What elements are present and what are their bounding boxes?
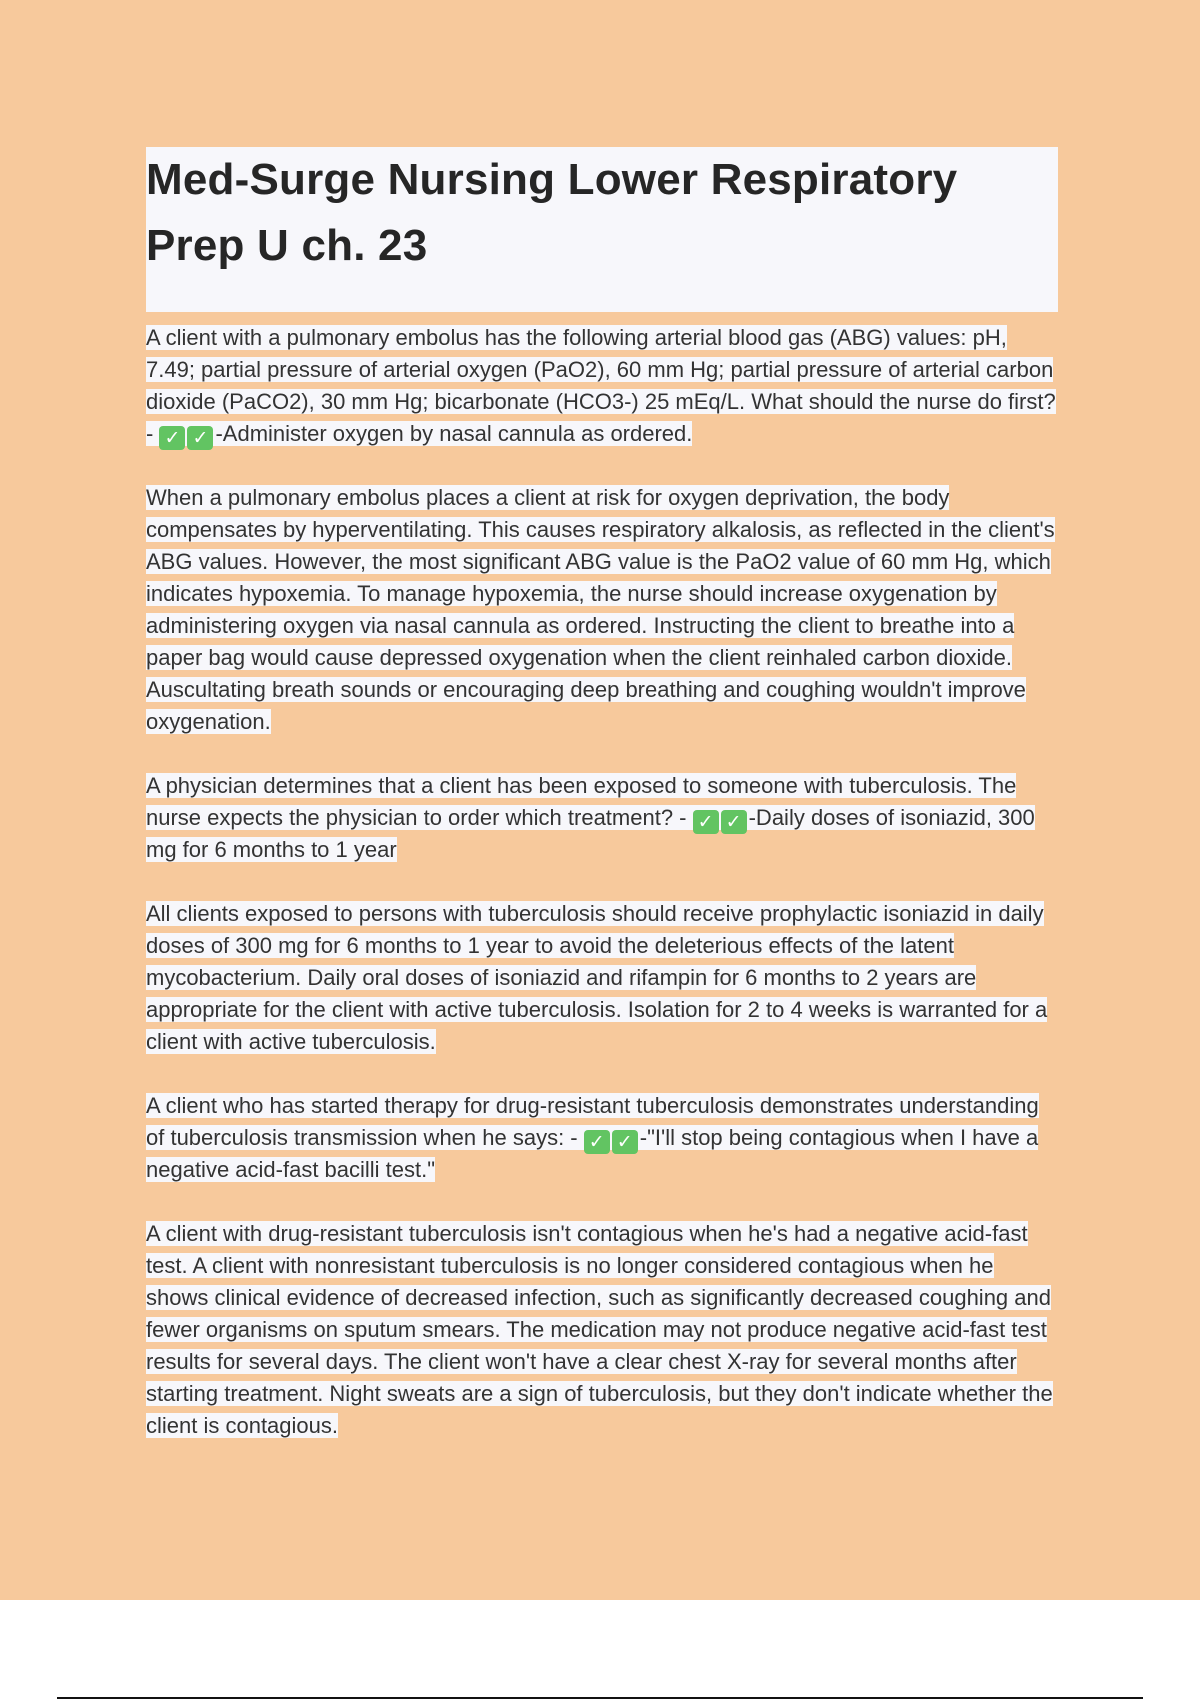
- title-block: [146, 147, 1058, 312]
- check-icon: ✓: [612, 1130, 638, 1154]
- explanation-1-text: When a pulmonary embolus places a client at risk for oxygen deprivation, the body compensates by hyperventilating. This causes respiratory alkalosis, as reflected in the client's ABG values. However, the most significant ABG value is the PaO2 value of 60 mm Hg, which indicates hypoxemia. To manage hypoxemia, the nurse should increase oxygenation by administering oxygen via nasal cannula as ordered. Instructing the client to breathe into a paper bag would cause depressed oxygenation when the client reinhaled carbon dioxide. Auscultating breath sounds or encouraging deep breathing and coughing wouldn't improve oxygenation.: [146, 485, 1055, 734]
- document-body: [146, 147, 1058, 1442]
- answer-3-text: -"I'll stop being contagious when I have a negative acid-fast bacilli test.": [146, 1125, 1039, 1182]
- check-icon: ✓: [584, 1130, 610, 1154]
- question-3-text: A client who has started therapy for drug-resistant tuberculosis demonstrates understanding of tuberculosis transmission when he says: -: [146, 1093, 1039, 1150]
- check-icon: ✓: [721, 810, 747, 834]
- question-3: [146, 1090, 1058, 1186]
- check-icon: ✓: [159, 426, 185, 450]
- question-1-text: A client with a pulmonary embolus has the following arterial blood gas (ABG) values: pH, 7.49; partial pressure of arterial oxygen (PaO2), 60 mm Hg; partial pressure of arterial carbon dioxide (PaCO2), 30 mm Hg; bicarbonate (HCO3-) 25 mEq/L. What should the nurse do first? -: [146, 325, 1056, 446]
- answer-1-text: -Administer oxygen by nasal cannula as ordered.: [215, 421, 693, 446]
- answer-2-text: -Daily doses of isoniazid, 300 mg for 6 months to 1 year: [146, 805, 1035, 862]
- explanation-2-text: All clients exposed to persons with tuberculosis should receive prophylactic isoniazid in daily doses of 300 mg for 6 months to 1 year to avoid the deleterious effects of the latent mycobacterium. Daily oral doses of isoniazid and rifampin for 6 months to 2 years are appropriate for the client with active tuberculosis. Isolation for 2 to 4 weeks is warranted for a client with active tuberculosis.: [146, 901, 1048, 1054]
- question-2: [146, 770, 1058, 866]
- check-icon: ✓: [693, 810, 719, 834]
- explanation-2: [146, 898, 1058, 1058]
- question-2-text: A physician determines that a client has been exposed to someone with tuberculosis. The nurse expects the physician to order which treatment? -: [146, 773, 1017, 830]
- explanation-3-text: A client with drug-resistant tuberculosis isn't contagious when he's had a negative acid-fast test. A client with nonresistant tuberculosis is no longer considered contagious when he shows clinical evidence of decreased infection, such as significantly decreased coughing and fewer organisms on sputum smears. The medication may not produce negative acid-fast test results for several days. The client won't have a clear chest X-ray for several months after starting treatment. Night sweats are a sign of tuberculosis, but they don't indicate whether the client is contagious.: [146, 1221, 1053, 1438]
- check-icon: ✓: [187, 426, 213, 450]
- document-title: Med-Surge Nursing Lower Respiratory Prep U ch. 23: [146, 155, 958, 270]
- explanation-1: [146, 482, 1058, 738]
- explanation-3: [146, 1218, 1058, 1442]
- question-1: [146, 322, 1058, 450]
- footer-divider: [57, 1697, 1143, 1699]
